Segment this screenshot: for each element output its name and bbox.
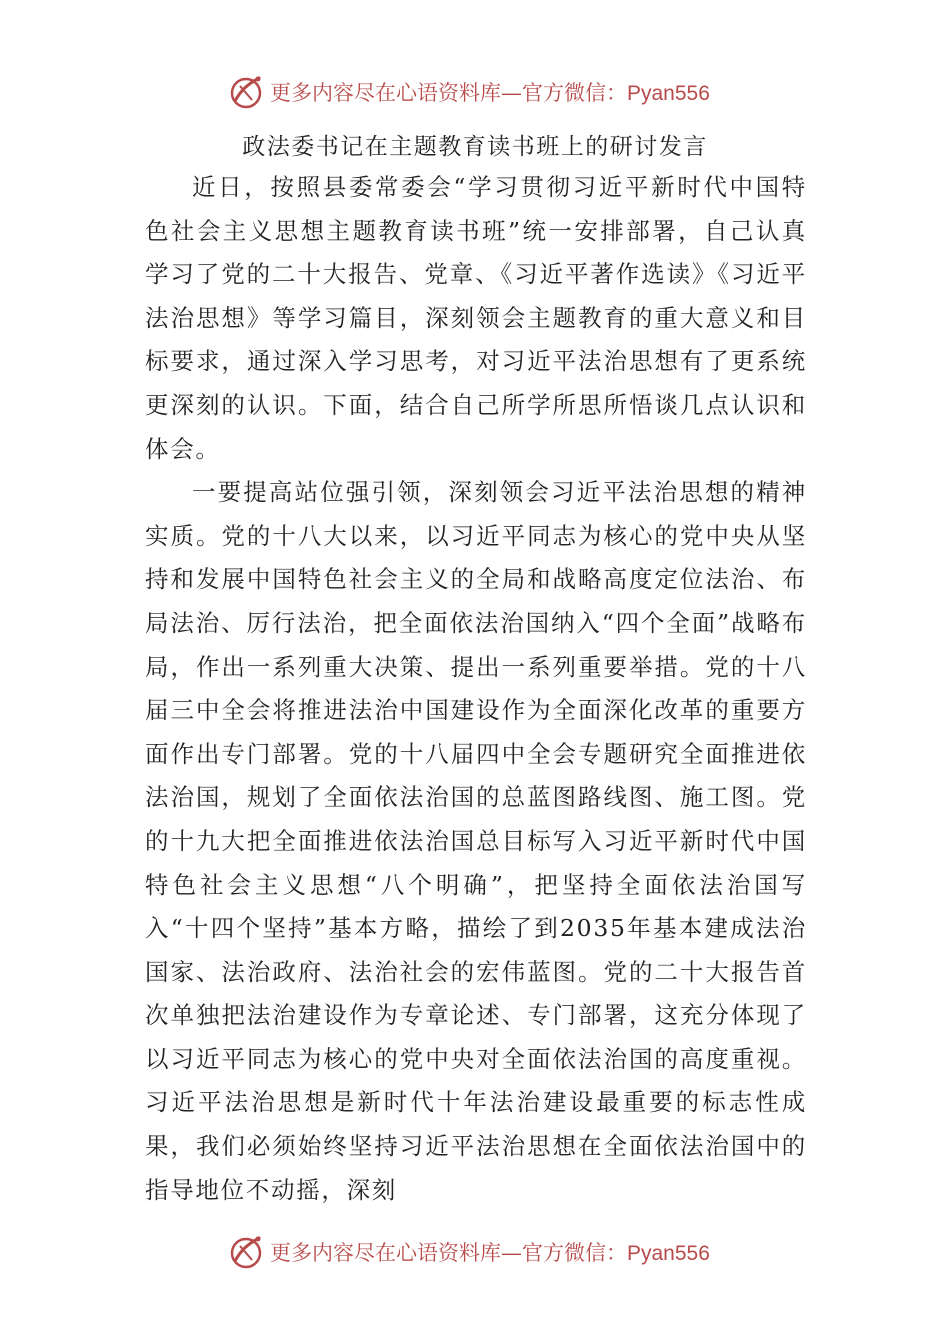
paragraph: 近日，按照县委常委会“学习贯彻习近平新时代中国特色社会主义思想主题教育读书班”统一安排部署，自己认真学习了党的二十大报告、党章、《习近平著作选读》《习近平法治思想》等学习篇目，深刻领会主题教育的重大意义和目标要求，通过深入学习思考，对习近平法治思想有了更系统更深刻的认识。下面，结合自己所学所思所悟谈几点认识和体会。 — [145, 173, 807, 463]
footer-banner — [226, 1232, 746, 1272]
banner-label: 更多内容尽在心语资料库—官方微信： — [270, 1241, 627, 1265]
paragraph: 一要提高站位强引领，深刻领会习近平法治思想的精神实质。党的十八大以来，以习近平同志为核心的党中央从坚持和发展中国特色社会主义的全局和战略高度定位法治、布局法治、厉行法治，把全面依法治国纳入“四个全面”战略布局，作出一系列重大决策、提出一系列重要举措。党的十八届三中全会将推进法治中国建设作为全面深化改革的重要方面作出专门部署。党的十八届四中全会专题研究全面推进依法治国，规划了全面依法治国的总蓝图路线图、施工图。党的十九大把全面推进依法治国总目标写入习近平新时代中国特色社会主义思想“八个明确”，把坚持全面依法治国写入“十四个坚持”基本方略，描绘了到2035年基本建成法治国家、法治政府、法治社会的宏伟蓝图。党的二十大报告首次单独把法治建设作为专章论述、专门部署，这充分体现了以习近平同志为核心的党中央对全面依法治国的高度重视。习近平法治思想是新时代十年法治建设最重要的标志性成果，我们必须始终坚持习近平法治思想在全面依法治国中的指导地位不动摇，深刻 — [145, 478, 807, 1204]
logo-icon — [226, 72, 266, 112]
banner-wechat-id: Pyan556 — [627, 82, 710, 105]
banner-text — [270, 77, 710, 107]
document-body — [145, 166, 807, 1212]
document-title: 政法委书记在主题教育读书班上的研讨发言 — [242, 134, 708, 160]
banner-wechat-id: Pyan556 — [627, 1242, 710, 1265]
banner-label: 更多内容尽在心语资料库—官方微信： — [270, 81, 627, 105]
header-banner — [226, 72, 746, 112]
logo-icon — [226, 1232, 266, 1272]
banner-text — [270, 1237, 710, 1267]
